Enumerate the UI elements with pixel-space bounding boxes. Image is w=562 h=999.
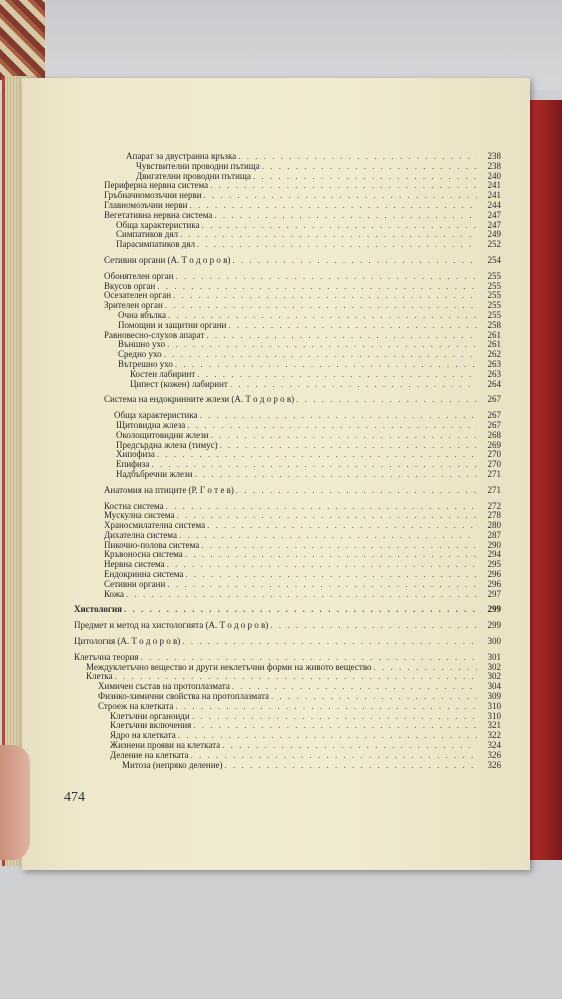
toc-leader-dots <box>197 370 477 380</box>
toc-entry-title: Клетъчни органоиди <box>110 710 190 721</box>
toc-entry-page: 271 <box>487 484 501 495</box>
toc-entry-title: Пикочно-полова система <box>104 539 200 550</box>
toc-entry-title: Околощитовидни жлези <box>116 429 209 440</box>
toc-entry-page: 299 <box>487 604 501 615</box>
toc-leader-dots <box>167 560 477 570</box>
toc-leader-dots <box>207 521 477 531</box>
page-number: 474 <box>64 790 85 805</box>
toc-entry-page: 297 <box>487 588 501 599</box>
toc-leader-dots <box>211 431 477 441</box>
toc-entry-title: Обонятелен орган <box>104 270 174 281</box>
toc-entry-title: Физико-химични свойства на протоплазмата <box>98 691 269 702</box>
toc-entry-title: Главномозъчни нерви <box>104 199 188 210</box>
toc-entry-title: Равновесно-слухов апарат <box>104 329 205 340</box>
toc-leader-dots <box>175 360 477 370</box>
toc-entry-title: Предмет и метод на хистологията (А. Т о д о р о в) <box>74 620 269 631</box>
toc-entry-title: Вкусов орган <box>104 280 156 291</box>
toc-entry-page: 241 <box>487 180 501 191</box>
toc-entry <box>74 580 501 590</box>
toc-entry-title: Вътрешно ухо <box>118 358 173 369</box>
table-of-contents <box>74 152 501 770</box>
toc-entry-title: Система на ендокринните жлези (А. Т о д о р о в) <box>104 394 295 405</box>
toc-entry <box>74 395 501 405</box>
toc-entry-page: 254 <box>487 254 501 265</box>
toc-entry-title: Клетка <box>86 671 113 682</box>
toc-entry-title: Сетивни органи (А. Т о д о р о в) <box>104 254 231 265</box>
toc-entry-title: Клетъчни включения <box>110 720 192 731</box>
toc-entry-page: 261 <box>487 329 501 340</box>
toc-leader-dots <box>185 570 477 580</box>
toc-leader-dots <box>220 441 477 451</box>
toc-entry-title: Симпатиков дял <box>116 229 178 240</box>
toc-leader-dots <box>166 502 477 512</box>
toc-entry <box>74 621 501 631</box>
toc-entry-page: 244 <box>487 199 501 210</box>
background-surface <box>0 0 562 90</box>
toc-entry-title: Ядро на клетката <box>110 730 176 741</box>
toc-entry-title: Химичен състав на протоплазмата <box>98 681 230 692</box>
toc-entry-page: 270 <box>487 459 501 470</box>
toc-entry-title: Двигателни проводни пътища <box>136 170 251 181</box>
toc-leader-dots <box>187 421 477 431</box>
toc-leader-dots <box>157 450 477 460</box>
toc-entry <box>74 380 501 390</box>
toc-entry <box>74 486 501 496</box>
toc-leader-dots <box>177 511 477 521</box>
toc-entry-title: Митоза (непряко деление) <box>122 759 223 770</box>
toc-entry-title: Костен лабиринт <box>130 368 196 379</box>
toc-leader-dots <box>182 637 477 647</box>
toc-leader-dots <box>236 486 477 496</box>
toc-entry-title: Цитология (А. Т о д о р о в) <box>74 636 181 647</box>
toc-leader-dots <box>193 721 477 731</box>
toc-leader-dots <box>230 380 477 390</box>
toc-entry-title: Нервна система <box>104 559 165 570</box>
toc-entry-page: 269 <box>487 439 501 450</box>
toc-entry-page: 301 <box>487 651 501 662</box>
toc-entry-title: Кожа <box>104 588 125 599</box>
toc-entry-page: 324 <box>487 740 501 751</box>
toc-entry-page: 270 <box>487 449 501 460</box>
toc-leader-dots <box>165 301 477 311</box>
toc-entry-page: 247 <box>487 209 501 220</box>
toc-entry-page: 280 <box>487 520 501 531</box>
toc-entry-title: Зрителен орган <box>104 300 163 311</box>
toc-leader-dots <box>238 152 477 162</box>
toc-entry-title: Обща характеристика <box>116 219 200 230</box>
toc-leader-dots <box>164 350 477 360</box>
toc-entry-title: Деление на клетката <box>110 749 189 760</box>
toc-entry <box>74 470 501 480</box>
toc-entry-title: Помощни и защитни органи <box>118 319 227 330</box>
toc-entry-page: 272 <box>487 500 501 511</box>
toc-leader-dots <box>214 211 477 221</box>
toc-entry-page: 262 <box>487 349 501 360</box>
toc-entry-page: 247 <box>487 219 501 230</box>
toc-entry-page: 310 <box>487 710 501 721</box>
toc-entry-page: 278 <box>487 510 501 521</box>
toc-entry-page: 261 <box>487 339 501 350</box>
toc-entry-title: Хипофиза <box>116 449 155 460</box>
toc-entry-page: 309 <box>487 691 501 702</box>
toc-entry-title: Периферна нервна система <box>104 180 209 191</box>
toc-entry-page: 255 <box>487 309 501 320</box>
toc-entry-page: 326 <box>487 749 501 760</box>
toc-entry-page: 240 <box>487 170 501 181</box>
holding-finger <box>0 745 30 860</box>
toc-entry-page: 287 <box>487 529 501 540</box>
toc-entry-title: Храносмилателна система <box>104 520 206 531</box>
toc-entry <box>74 240 501 250</box>
toc-entry-title: Строеж на клетката <box>98 700 174 711</box>
toc-leader-dots <box>179 531 477 541</box>
toc-entry <box>74 590 501 600</box>
toc-entry-page: 310 <box>487 700 501 711</box>
toc-leader-dots <box>175 702 477 712</box>
toc-entry-page: 267 <box>487 410 501 421</box>
toc-entry-title: Предсърдна жлеза (тимус) <box>116 439 218 450</box>
toc-entry-title: Щитовидна жлеза <box>116 419 186 430</box>
toc-leader-dots <box>192 712 477 722</box>
toc-leader-dots <box>167 580 477 590</box>
toc-leader-dots <box>191 751 478 761</box>
toc-entry <box>74 761 501 771</box>
toc-entry-page: 255 <box>487 290 501 301</box>
toc-leader-dots <box>173 291 477 301</box>
toc-entry-page: 296 <box>487 569 501 580</box>
toc-entry-page: 249 <box>487 229 501 240</box>
toc-leader-dots <box>262 162 477 172</box>
toc-entry-page: 302 <box>487 671 501 682</box>
rug-corner <box>0 0 45 80</box>
toc-entry-page: 267 <box>487 419 501 430</box>
toc-entry-page: 255 <box>487 270 501 281</box>
toc-entry-title: Ципест (кожен) лабиринт <box>130 378 228 389</box>
toc-entry-title: Дихателна система <box>104 529 177 540</box>
toc-leader-dots <box>126 590 477 600</box>
toc-entry-page: 300 <box>487 636 501 647</box>
toc-entry-title: Външно ухо <box>118 339 166 350</box>
toc-leader-dots <box>270 621 477 631</box>
toc-entry-page: 267 <box>487 394 501 405</box>
toc-entry-title: Епифиза <box>116 459 150 470</box>
toc-entry-title: Обща характеристика <box>114 410 198 421</box>
toc-entry-title: Чувствителни проводни пътища <box>136 160 260 171</box>
toc-entry-title: Вегетативна нервна система <box>104 209 213 220</box>
toc-entry-title: Анатомия на птиците (Р. Г о т е в) <box>104 484 234 495</box>
toc-entry-title: Мускулна система <box>104 510 175 521</box>
toc-entry-title: Междуклетъчно вещество и други неклетъчни форми на живото вещество <box>86 661 372 672</box>
toc-entry-title: Костна система <box>104 500 164 511</box>
toc-entry-page: 238 <box>487 151 501 161</box>
toc-entry-page: 263 <box>487 358 501 369</box>
toc-leader-dots <box>204 191 477 201</box>
toc-leader-dots <box>200 411 477 421</box>
toc-entry-title: Гръбначномозъчни нерви <box>104 190 202 201</box>
toc-leader-dots <box>180 230 477 240</box>
toc-entry-page: 258 <box>487 319 501 330</box>
toc-entry-title: Надбъбречни жлези <box>116 468 193 479</box>
toc-entry-title: Средно ухо <box>118 349 162 360</box>
toc-entry-page: 304 <box>487 681 501 692</box>
toc-leader-dots <box>296 395 477 405</box>
toc-entry-page: 255 <box>487 280 501 291</box>
toc-entry-page: 252 <box>487 239 501 250</box>
toc-leader-dots <box>225 761 477 771</box>
toc-entry-page: 263 <box>487 368 501 379</box>
toc-leader-dots <box>176 272 477 282</box>
toc-leader-dots <box>189 201 477 211</box>
toc-entry <box>74 637 501 647</box>
toc-leader-dots <box>228 321 477 331</box>
toc-leader-dots <box>197 240 477 250</box>
toc-leader-dots <box>271 692 477 702</box>
toc-entry <box>74 663 501 673</box>
toc-entry-page: 238 <box>487 160 501 171</box>
toc-entry-page: 268 <box>487 429 501 440</box>
toc-entry-title: Хистология <box>74 604 123 615</box>
toc-entry-title: Апарат за двустранна връзка <box>126 151 237 161</box>
toc-leader-dots <box>124 605 477 615</box>
toc-leader-dots <box>202 221 477 231</box>
toc-entry-title: Кръвоносна система <box>104 549 183 560</box>
toc-entry-title: Клетъчна теория <box>74 651 139 662</box>
toc-entry-page: 299 <box>487 620 501 631</box>
toc-leader-dots <box>222 741 477 751</box>
toc-entry-page: 295 <box>487 559 501 570</box>
toc-leader-dots <box>206 331 477 341</box>
toc-entry-title: Жизнени прояви на клетката <box>110 740 221 751</box>
toc-entry-page: 326 <box>487 759 501 770</box>
toc-entry-page: 322 <box>487 730 501 741</box>
toc-entry-page: 290 <box>487 539 501 550</box>
toc-entry-page: 241 <box>487 190 501 201</box>
toc-leader-dots <box>195 470 477 480</box>
toc-leader-dots <box>178 731 477 741</box>
toc-entry <box>74 256 501 266</box>
toc-entry <box>74 605 501 615</box>
toc-entry-title: Сетивни органи <box>104 578 166 589</box>
toc-entry-page: 255 <box>487 300 501 311</box>
toc-entry-page: 302 <box>487 661 501 672</box>
toc-entry-title: Парасимпатиков дял <box>116 239 195 250</box>
toc-leader-dots <box>374 663 477 673</box>
toc-leader-dots <box>157 282 477 292</box>
toc-entry-page: 321 <box>487 720 501 731</box>
toc-leader-dots <box>253 172 477 182</box>
toc-leader-dots <box>151 460 477 470</box>
toc-leader-dots <box>201 541 477 551</box>
toc-leader-dots <box>167 340 477 350</box>
toc-leader-dots <box>210 181 477 191</box>
toc-entry-title: Ендокринна система <box>104 569 184 580</box>
toc-entry-page: 296 <box>487 578 501 589</box>
toc-entry-page: 294 <box>487 549 501 560</box>
toc-entry-page: 271 <box>487 468 501 479</box>
toc-leader-dots <box>232 256 477 266</box>
toc-entry-title: Очна ябълка <box>118 309 166 320</box>
toc-entry-page: 264 <box>487 378 501 389</box>
toc-entry-title: Осезателен орган <box>104 290 172 301</box>
toc-leader-dots <box>185 550 477 560</box>
